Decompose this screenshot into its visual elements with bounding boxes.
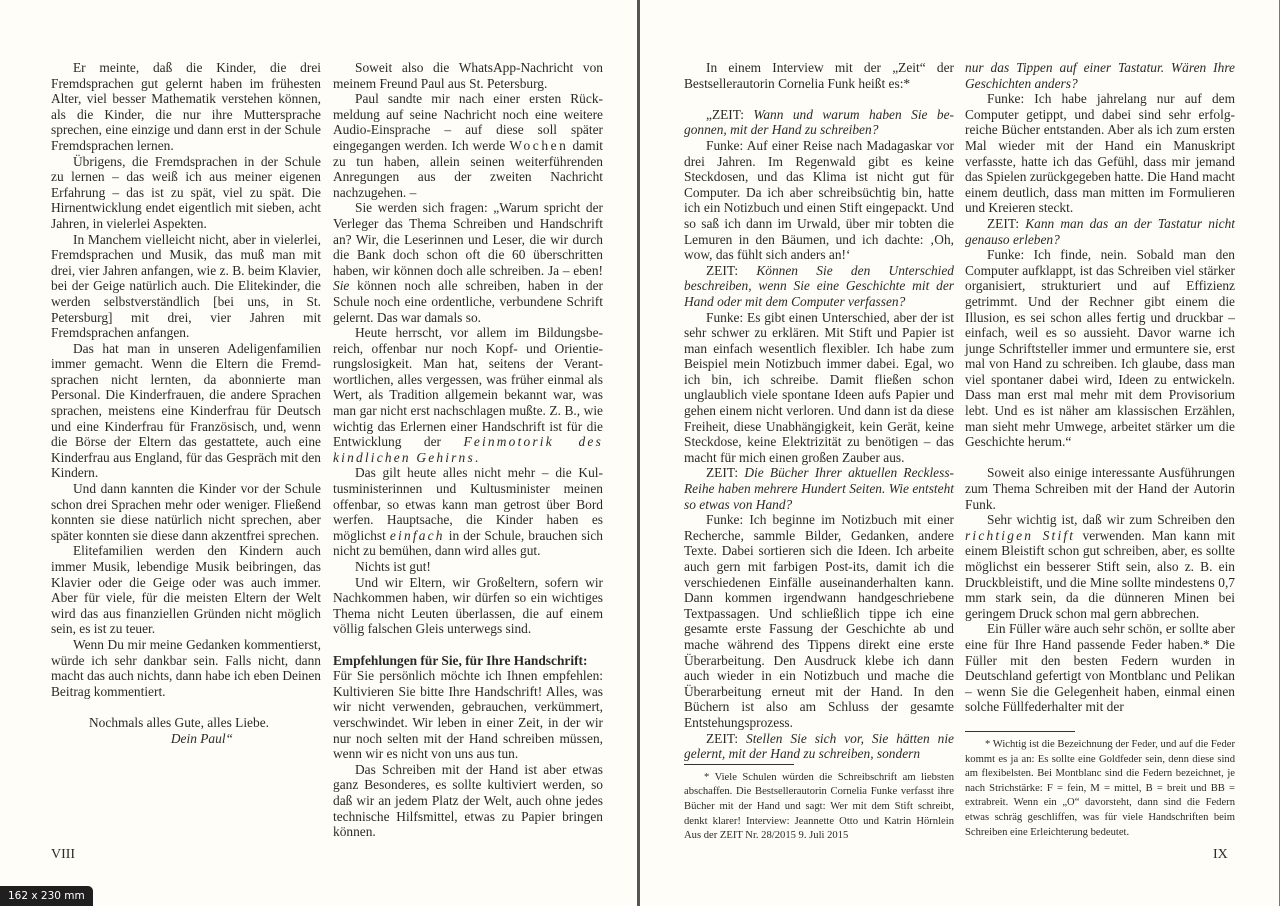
paragraph xyxy=(333,325,603,465)
letter-signature: Dein Paul“ xyxy=(170,730,233,746)
footnote-text: * Viele Schulen würden die Schreibschrift am liebsten abschaffen. Die Bestsellerautorin Cornelia Funke verfasst ihre Bücher mit der Hand und sagt: Wer mit dem Stift schreibt, denkt klarer! Interview: Jeannette Otto und Katrin Hörnlein Aus der ZEIT Nr. 28/2015 9. Juli 2015 xyxy=(684,771,954,842)
right-page-column-2 xyxy=(965,60,1235,840)
text-run: verwenden. Man kann mit einem Bleistift schon gut schreiben, aber, es sollte möglichst ein besserer Stift sein, also z. B. ein Druckbleistift, und die Mine sollte mindestens 0,7 mm stark sein, da die dünneren Minen bei geringem Druck schon mal gern abbrechen. xyxy=(965,527,1235,621)
speaker-label: ZEIT: xyxy=(706,730,747,746)
footnote-rule xyxy=(684,764,794,765)
paragraph: In Manchem vielleicht nicht, aber in vielerlei, Fremdsprachen und Musik, das muß man mit drei, vier Jahren anfangen, wie z. B. beim Klavier, bei der Geige natürlich auch. Die Elitekinder, die werden selbstverständlich [bei uns, in St. Petersburg] mit drei, vier Jahren mit Fremdsprachen anfangen. xyxy=(51,231,321,341)
paragraph: Wenn Du mir meine Gedanken kommentierst, würde ich sehr dankbar sein. Falls nicht, dann macht das auch nichts, dann habe ich eben Deinen Beitrag kommentiert. xyxy=(51,636,321,699)
page-number-right: IX xyxy=(1213,847,1228,862)
footnote-rule xyxy=(965,731,1075,732)
text-run: Sehr wichtig ist, daß wir zum Schreiben den xyxy=(987,512,1235,528)
paragraph xyxy=(965,512,1235,621)
text-run: Sie werden sich fragen: „Warum spricht der Verleger das Thema Schreiben und Handschrift an? Wir, die Leserinnen und Leser, die wir durch die Bank doch schon oft die 60 überschritten haben, wir können doch alle schreiben. Ja – eben! xyxy=(333,200,603,278)
text-run: damit zu tun haben, allein seinen weiterführenden Anregungen aus der zweiten Nachricht nachzugehen. – xyxy=(333,137,604,200)
paragraph: Soweit also einige interessante Ausführungen zum Thema Schreiben mit der Hand der Autorin Funk. xyxy=(965,465,1235,512)
paragraph: Nichts ist gut! xyxy=(355,559,431,574)
question-text: Stellen Sie sich vor, Sie hätten nie gelernt, mit der Hand zu schreiben, sondern xyxy=(684,730,954,762)
text-run: Paul sandte mir nach einer ersten Rückmeldung auf seine Nachricht noch eine weitere Audio-Einsprache – auf diese soll später eingegangen werden. Ich werde xyxy=(333,91,603,153)
paragraph: Ein Füller wäre auch sehr schön, er sollte aber eine für Ihre Hand passende Feder haben.* Die Füller mit den besten Federn wurden in Deutschland gefertigt von Montblanc und Pelikan – wenn Sie die Gelegenheit haben, einmal einen solche Füllfederhalter mit der xyxy=(965,621,1236,715)
speaker-label: ZEIT: xyxy=(706,465,745,481)
paragraph: Und wir Eltern, wir Großeltern, sofern wir Nachkommen haben, wir dürfen so ein wichtiges Thema nicht Leuten überlassen, die auf einem völlig falschen Gleis unterwegs sind. xyxy=(333,574,603,637)
speaker-label: „ZEIT: xyxy=(706,106,754,122)
speaker-label: ZEIT: xyxy=(706,262,757,278)
interview-question xyxy=(684,731,954,762)
page-number-left: VIII xyxy=(51,847,76,862)
paragraph: Soweit also die WhatsApp-Nachricht von meinem Freund Paul aus St. Petersburg. xyxy=(333,60,603,91)
right-page-column-1 xyxy=(684,60,954,844)
paragraph xyxy=(333,200,603,325)
interview-question xyxy=(684,263,954,310)
question-text: Die Bücher Ihrer aktuellen Reckless-Reihe haben mehrere Hundert Seiten. Wie entsteht so etwas von Hand? xyxy=(684,465,954,512)
interview-answer: Funke: Es gibt einen Unterschied, aber der ist sehr schwer zu erklären. Mit Stift und Papier ist man einfach wesentlich flexibler. Ich habe zum Beispiel mein Notizbuch immer dabei. Egal, wo ich bin, ich schreibe. Damit fließen schon unglaublich viele spontane Ideen aufs Papier und gehen einem nicht verloren. Und dann ist da diese Freiheit, diese Unabhängigkeit, kein Gerät, keine Steckdose, keine Elektrizität zu benötigen – das macht für mich einen großen Zauber aus. xyxy=(684,309,954,465)
text-run: in der Schule, brauchen sich nicht zu bemühen, dann wird alles gut. xyxy=(333,527,603,559)
paragraph: Das Schreiben mit der Hand ist aber etwas ganz Besonderes, es sollte kultiviert werden, so daß wir an jedem Platz der Welt, auch ohne jedes technische Hilfsmittel, etwas zu Papier bringen können. xyxy=(333,761,603,840)
question-text: Wann und warum haben Sie begonnen, mit der Hand zu schreiben? xyxy=(684,106,955,138)
text-run: Das gilt heute alles nicht mehr – die Kultusministerinnen und Kultusminister meinen offenbar, so etwas kann man getrost über Bord werfen. Hauptsache, die Kinder haben es möglichst xyxy=(333,465,603,543)
interview-question-continued: nur das Tippen auf einer Tastatur. Wären Ihre Geschichten anders? xyxy=(965,60,1235,91)
left-page xyxy=(0,0,638,906)
interview-question xyxy=(684,465,954,512)
emphasis-italic: Sie xyxy=(333,278,350,294)
letter-closing: Nochmals alles Gute, alles Liebe. xyxy=(89,714,269,730)
text-run: können noch alle schreiben, haben in der Schule noch eine ordentliche, verbundene Schrift gelernt. Das war damals so. xyxy=(333,278,603,325)
interview-question xyxy=(684,107,954,138)
paragraph: Übrigens, die Fremdsprachen in der Schule zu lernen – das weiß ich aus meiner eigenen Erfahrung – das ist zu spät, viel zu spät. Die Hirnentwicklung endet eigentlich mit sieben, acht Jahren, in vielerlei Aspekten. xyxy=(51,153,321,231)
paragraph: Das hat man in unseren Adeligenfamilien immer gemacht. Wenn die Eltern die Fremdsprachen nicht lernten, da abonnierte man Personal. Die Kinderfrauen, die andere Sprachen sprachen, meistens eine Kinderfrau für Deutsch und eine Kinderfrau für Französisch, und, wenn die Börse der Eltern das gestattete, auch eine Kinderfrau aus England, für das Gespräch mit den Kindern. xyxy=(51,340,321,481)
interview-answer: Funke: Ich finde, nein. Sobald man den Computer aufklappt, ist das Schreiben viel stärker organisiert, strukturiert und auf Effizienz getrimmt. Und der Rechner gibt einem die Illusion, es sei schon alles fertig und druckbar – einfach, weil es so aussieht. Davor warne ich junge Schriftsteller immer und ermuntere sie, erst mal von Hand zu schreiben. Ich glaube, dass man viel spontaner dabei wird, Ideen zu entwickeln. Dass man erst mal mehr mit dem Provisorium lebt. Und es ist näher am klassischen Erzählen, man sieht mehr Umwege, arbeitet stärker um die Geschichte herum.“ xyxy=(965,247,1235,450)
question-text: Kann man das an der Tastatur nicht genauso erleben? xyxy=(965,215,1236,247)
emphasis-spaced: Feinmotorik des kindlichen Gehirns xyxy=(333,434,603,465)
interview-answer: Funke: Ich habe jahrelang nur auf dem Computer getippt, und dabei sind sehr erfolgreiche Bücher entstanden. Aber als ich zum ersten Mal wieder mit der Hand ein Manuskript verfasste, hatte ich das Gefühl, dass mir jemand das Spielen zurückgegeben hatte. Die Hand macht einem deutlich, dass man mitten im Formulieren und Kreieren steckt. xyxy=(965,91,1235,216)
interview-answer: Funke: Ich beginne im Notizbuch mit einer Recherche, sammle Bilder, Gedanken, andere Texte. Dabei sortieren sich die Ideen. Ich arbeite auch gern mit farbigen Post-its, damit ich die verschiedenen Einfälle auseinanderhalten kann. Dann kommen irgendwann handgeschriebene Textpassagen. Und schließlich tippe ich eine gesamte erste Fassung der Geschichte ab und mache während des Tippens direkt eine erste Überarbeitung. Den Ausdruck klebe ich dann auch wieder in ein Notizbuch und mache die Überarbeitung erneut mit der Hand. In den Büchern ist also am Schluss der gesamte Entstehungsprozess. xyxy=(684,512,954,730)
paragraph: Er meinte, daß die Kinder, die drei Fremdsprachen gut gelernt haben im frühesten Alter, viel besser Mathematik verstehen können, als die Kinder, die nur ihre Muttersprache sprechen, eine einzige und dann erst in der Schule Fremdsprachen lernen. xyxy=(51,60,321,153)
left-page-column-2 xyxy=(333,60,603,840)
left-page-column-1 xyxy=(51,60,321,746)
emphasis-spaced: richtigen Stift xyxy=(965,527,1076,543)
text-run: . xyxy=(474,449,479,465)
paragraph: In einem Interview mit der „Zeit“ der Bestsellerautorin Cornelia Funk heißt es:* xyxy=(684,60,954,91)
interview-question xyxy=(965,216,1235,247)
text-run: Heute herrscht, vor allem im Bildungsbereich, offenbar nur noch Kopf- und Orientierungslosigkeit. Man hat, seitens der Verantwortlichen, alles vergessen, was früher einmal als Wert, als Tradition allgemein bekannt war, was man gar nicht erst nachschlagen mußte. Z. B., wie wichtig das Erlernen einer Handschrift ist für die Entwicklung der xyxy=(333,325,603,450)
paragraph xyxy=(333,91,603,200)
question-text: Können Sie den Unterschied beschreiben, wenn Sie eine Geschichte mit der Hand oder mit dem Computer verfassen? xyxy=(684,262,954,309)
interview-answer: Funke: Auf einer Reise nach Madagaskar vor drei Jahren. Im Regenwald gibt es keine Steckdosen, und das Klima ist nicht gut für Computer. Da ich aber schreibsüchtig bin, hatte ich ein Notizbuch und einen Stift eingepackt. Und so saß ich dann im Urwald, über mir tobten die Lemuren in den Bäumen, und ich dachte: ‚Oh, wow, das fühlt sich anders an!‘ xyxy=(684,137,954,263)
paragraph: Für Sie persönlich möchte ich Ihnen empfehlen: Kultivieren Sie bitte Ihre Handschrift! Alles, was wir nicht verwenden, gebrauchen, verkümmert, verschwindet. Wir leben in einer Zeit, in der wir nur noch selten mit der Hand schreiben müssen, wenn wir es nicht von uns aus tun. xyxy=(333,668,603,762)
paragraph: Elitefamilien werden den Kindern auch immer Musik, lebendige Musik beibringen, das Klavier oder die Geige oder was auch immer. Aber für viele, für die meisten Eltern der Welt wird das aus finanziellen Gründen nicht möglich sein, es ist zu teuer. xyxy=(51,543,321,637)
emphasis-spaced: einfach xyxy=(389,527,445,543)
paragraph: Und dann kannten die Kinder vor der Schule schon drei Sprachen mehr oder weniger. Fließend konnten sie diese natürlich nicht sprechen, aber später konnten sie diese dann akzentfrei sprechen. xyxy=(51,481,321,543)
section-heading: Empfehlungen für Sie, für Ihre Handschrift: xyxy=(333,652,588,668)
footnote xyxy=(965,738,1235,840)
footnote-text: * Wichtig ist die Bezeichnung der Feder, und auf die Feder kommt es ja an: Es sollte eine Goldfeder sein, denn diese sind am flexibelsten. Bei Montblanc sind die Federn bezeichnet, je nach Strichstärke: F = fein, M = mittel, B = breit und BB = extrabreit. Wenn ein „O“ davorsteht, dann sind die Federn etwas schräg geschliffen, was für viele Handschriften beim Schreiben eine Erleichterung bedeutet. xyxy=(965,738,1235,838)
emphasis-spaced: Wochen xyxy=(509,137,569,153)
speaker-label: ZEIT: xyxy=(987,215,1026,231)
footnote xyxy=(684,771,954,844)
page-size-badge: 162 x 230 mm xyxy=(0,886,93,906)
paragraph xyxy=(333,465,603,559)
